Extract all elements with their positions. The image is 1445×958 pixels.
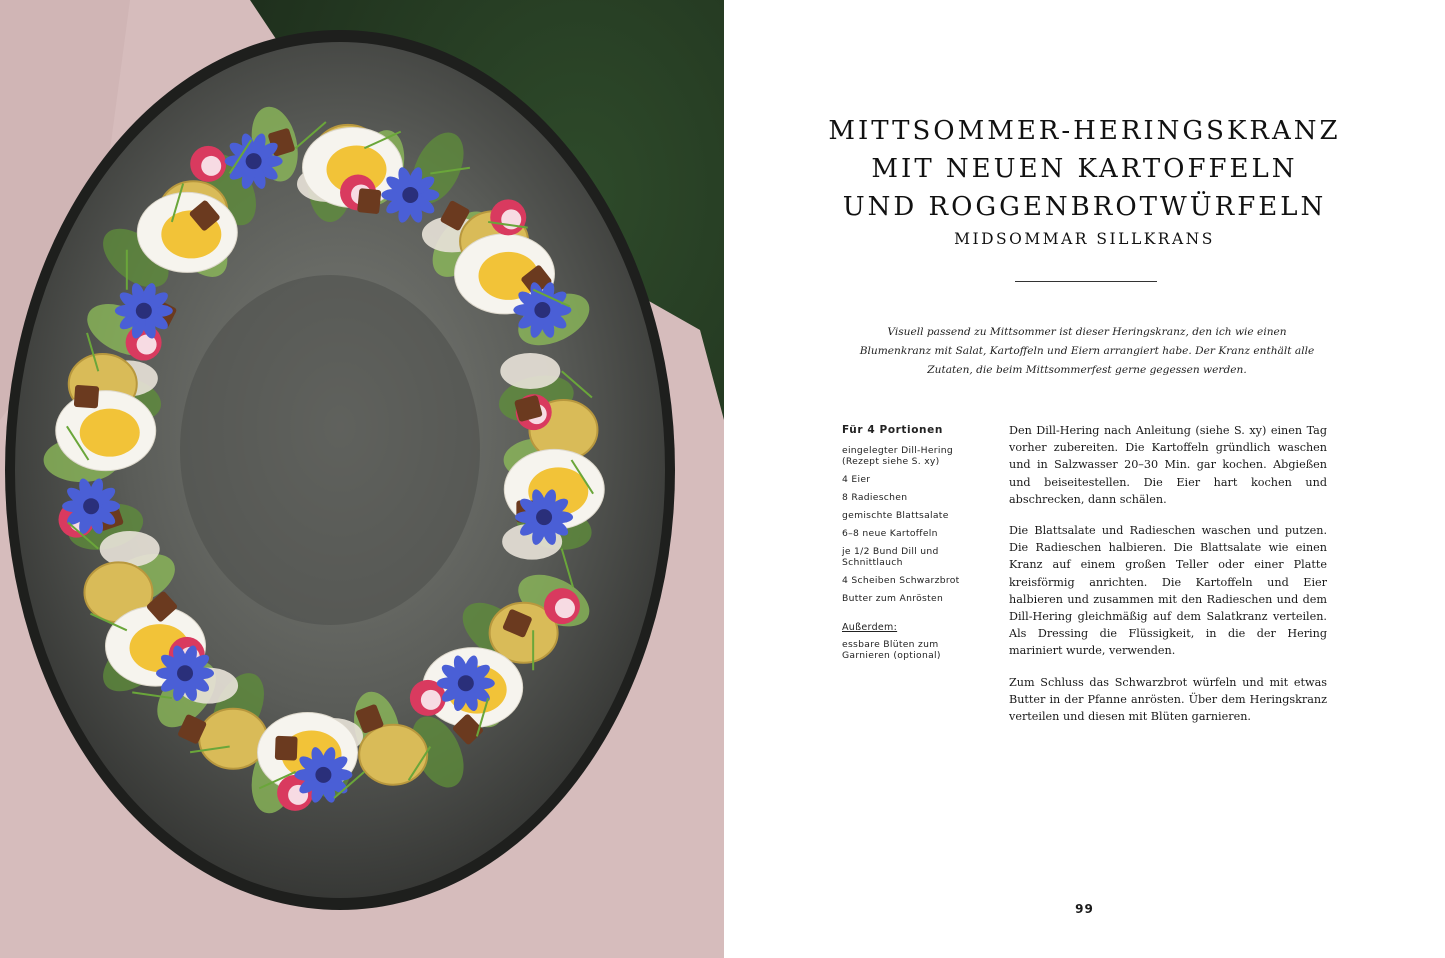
cornflower-center [315,767,331,783]
recipe-intro: Visuell passend zu Mittsommer ist dieser Heringskranz, den ich wie einen Blumenkranz mit Salat, Kartoffeln und Eiern arrangiert habe. Der Kranz enthält alle Zutaten, die beim Mittsommerfest gerne gegessen werden. [859,325,1315,376]
egg-yolk [80,409,140,457]
recipe-subtitle: MIDSOMMAR SILLKRANS [954,230,1215,248]
method-text [1009,422,1327,739]
radish-flesh [555,598,575,618]
ingredient-item: 8 Radieschen [842,492,908,503]
cornflower-center [402,187,418,203]
ingredient-item: 4 Eier [842,474,871,485]
plate-center [180,275,480,625]
ingredient-item: gemischte Blattsalate [842,510,949,521]
bread-cube [74,385,99,409]
herring-piece [100,531,160,567]
bread-cube [357,188,381,214]
ingredient-item: Butter zum Anrösten [842,593,944,604]
ingredient-item: 4 Scheiben Schwarzbrot [842,575,960,586]
title-divider [1015,281,1157,282]
cornflower-center [83,498,99,514]
cornflower-center [536,509,552,525]
radish-flesh [421,690,441,710]
servings-label: Für 4 Portionen [842,424,943,436]
extras-label: Außerdem: [842,622,898,633]
title-line-3: UND ROGGENBROTWÜRFELN [842,192,1327,222]
ingredient-item: eingelegter Dill-Hering (Rezept siehe S. xy) [842,445,953,467]
radish-flesh [201,156,221,176]
herring-piece [500,353,560,389]
title-line-2: MIT NEUEN KARTOFFELN [871,154,1298,184]
method-step: Den Dill-Hering nach Anleitung (siehe S. xy) einen Tag vorher zubereiten. Die Kartoffeln gründlich waschen und in Salzwasser 20–30 Min. gar kochen. Abgießen und beiseitestellen. Die Eier hart kochen und abschrecken, dann schälen. [1009,424,1327,506]
page-number: 99 [1075,902,1094,916]
extra-item: essbare Blüten zum Garnieren (optional) [842,639,941,661]
cornflower-center [177,665,193,681]
method-step: Die Blattsalate und Radieschen waschen und putzen. Die Radieschen halbieren. Die Blattsalate wie einen Kranz auf einem großen Teller oder einer Platte kreisförmig anrichten. Die Kartoffeln und Eier halbieren und zusammen mit den Radieschen und dem Dill-Hering gleichmäßig auf dem Salatkranz verteilen. Als Dressing die Flüssigkeit, in die der Hering mariniert wurde, verwenden. [1009,524,1327,658]
method-step: Zum Schluss das Schwarzbrot würfeln und mit etwas Butter in der Pfanne anrösten. Über dem Heringskranz verteilen und diesen mit Blüten garnieren. [1009,675,1327,724]
cornflower-center [534,302,550,318]
ingredient-item: je 1/2 Bund Dill und Schnittlauch [842,546,939,568]
recipe-title [724,112,1445,248]
recipe-page [724,0,1445,958]
bread-cube [275,736,298,761]
cornflower-center [246,153,262,169]
extra-ingredients [842,639,982,661]
potato-half [359,725,427,785]
ingredients [842,445,982,604]
cornflower-center [136,303,152,319]
title-line-1: MITTSOMMER-HERINGSKRANZ [828,116,1341,146]
cornflower-center [458,675,474,691]
ingredient-item: 6–8 neue Kartoffeln [842,528,938,539]
ingredient-list [842,424,982,668]
potato-half [199,709,267,769]
